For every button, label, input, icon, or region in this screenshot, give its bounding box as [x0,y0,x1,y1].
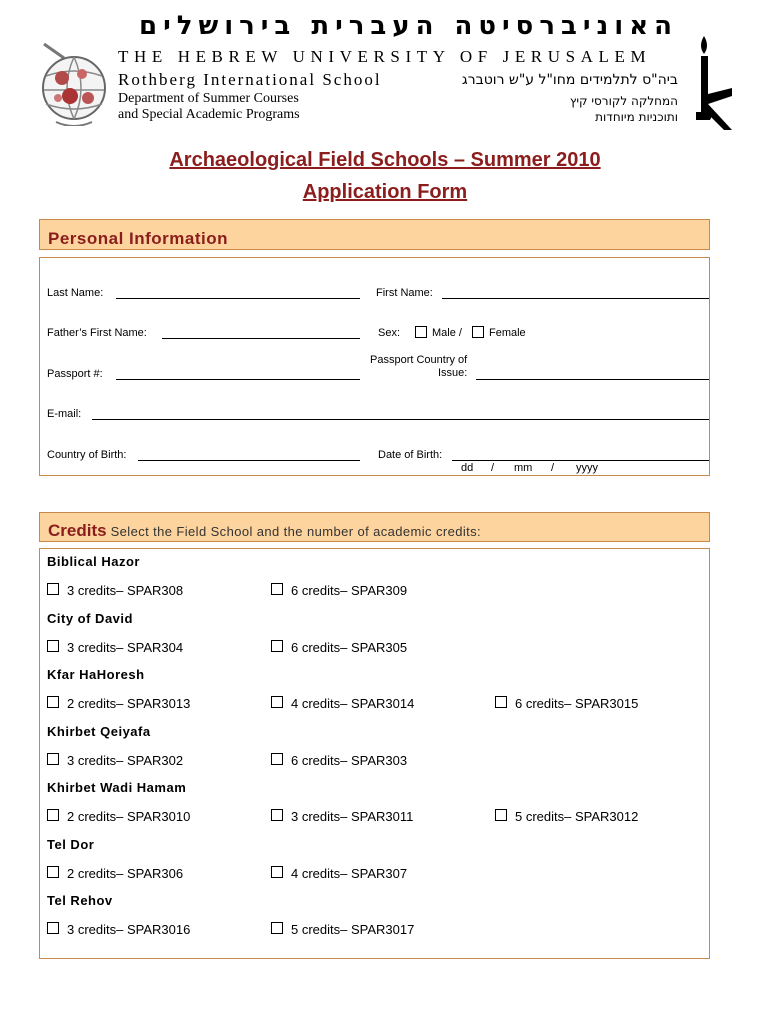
credit-option-checkbox[interactable] [47,583,59,595]
credit-option-label: 6 credits– SPAR303 [291,753,408,768]
passport-country-label-line1: Passport Country of [370,354,468,366]
credit-option-checkbox[interactable] [271,809,283,821]
male-checkbox[interactable] [415,326,427,338]
country-of-birth-field[interactable] [138,460,360,461]
hebrew-university-name: האוניברסיטה העברית בירושלים [138,11,678,41]
department-line-2: and Special Academic Programs [118,107,300,122]
first-name-label: First Name: [376,287,433,299]
credit-option-label: 3 credits– SPAR302 [67,753,184,768]
field-school-name: Tel Dor [47,837,95,852]
department-line-1: Department of Summer Courses [118,91,299,106]
date-of-birth-label: Date of Birth: [378,449,443,461]
personal-information-header [39,219,710,250]
hebrew-department-line-1: המחלקה לקורסי קיץ [569,94,678,108]
passport-country-label-line2: Issue: [438,367,468,379]
credit-option-checkbox[interactable] [495,696,507,708]
credit-option-label: 3 credits– SPAR304 [67,640,184,655]
male-label: Male / [432,327,462,339]
hebrew-school-name: ביה"ס לתלמידים מחו"ל ע"ש רוטברג [461,72,678,88]
credits-header [39,512,710,542]
credit-option-checkbox[interactable] [271,696,283,708]
personal-information-heading: Personal Information [48,229,229,248]
credit-option-checkbox[interactable] [271,866,283,878]
personal-information-box [39,257,710,476]
credit-option-label: 6 credits– SPAR305 [291,640,408,655]
dob-day-hint: dd [461,462,474,474]
first-name-field[interactable] [442,298,709,299]
credit-option-checkbox[interactable] [271,753,283,765]
credit-option-label: 3 credits– SPAR308 [67,583,184,598]
credit-option-label: 4 credits– SPAR3014 [291,696,415,711]
credit-option-checkbox[interactable] [271,583,283,595]
country-of-birth-label: Country of Birth: [47,449,127,461]
dob-separator-1: / [491,462,495,474]
credit-option-checkbox[interactable] [47,809,59,821]
female-label: Female [489,327,526,339]
credit-option-label: 2 credits– SPAR3013 [67,696,191,711]
form-title: Archaeological Field Schools – Summer 2010 [169,149,601,171]
credit-option-label: 2 credits– SPAR3010 [67,809,191,824]
field-school-name: Khirbet Qeiyafa [47,724,151,739]
menorah-logo [688,34,738,130]
field-school-name: Khirbet Wadi Hamam [47,780,187,795]
university-emblem-logo [30,36,110,126]
credit-option-checkbox[interactable] [47,753,59,765]
dob-separator-2: / [551,462,555,474]
credit-option-label: 2 credits– SPAR306 [67,866,184,881]
credits-instruction: Select the Field School and the number of academic credits: [106,524,482,539]
email-label: E-mail: [47,408,82,420]
credit-option-checkbox[interactable] [47,866,59,878]
credit-option-label: 5 credits– SPAR3012 [515,809,639,824]
last-name-field[interactable] [116,298,360,299]
credit-option-label: 6 credits– SPAR309 [291,583,408,598]
passport-number-label: Passport #: [47,368,103,380]
credit-option-checkbox[interactable] [495,809,507,821]
credit-option-checkbox[interactable] [47,922,59,934]
field-school-name: Biblical Hazor [47,554,140,569]
credit-option-checkbox[interactable] [271,640,283,652]
email-field[interactable] [92,419,709,420]
passport-country-field[interactable] [476,379,709,380]
credit-option-label: 5 credits– SPAR3017 [291,922,415,937]
credits-title: Credits [48,521,107,540]
fathers-first-name-label: Father’s First Name: [47,327,147,339]
credit-option-checkbox[interactable] [271,922,283,934]
school-name: Rothberg International School [118,70,382,89]
credit-option-label: 4 credits– SPAR307 [291,866,408,881]
english-university-name: THE HEBREW UNIVERSITY OF JERUSALEM [118,47,652,66]
credit-option-checkbox[interactable] [47,696,59,708]
credit-option-label: 3 credits– SPAR3011 [291,809,414,824]
sex-label: Sex: [378,327,401,339]
field-school-name: City of David [47,611,133,626]
credit-option-label: 6 credits– SPAR3015 [515,696,639,711]
credits-heading [48,521,481,541]
field-school-name: Tel Rehov [47,893,113,908]
form-subtitle: Application Form [302,181,468,203]
female-checkbox[interactable] [472,326,484,338]
dob-year-hint: yyyy [576,462,598,474]
passport-number-field[interactable] [116,379,360,380]
dob-month-hint: mm [514,462,533,474]
credit-option-checkbox[interactable] [47,640,59,652]
hebrew-department-line-2: ותוכניות מיוחדות [595,110,678,124]
credit-option-label: 3 credits– SPAR3016 [67,922,191,937]
field-school-name: Kfar HaHoresh [47,667,145,682]
last-name-label: Last Name: [47,287,104,299]
date-of-birth-field[interactable] [452,460,709,461]
fathers-first-name-field[interactable] [162,338,360,339]
